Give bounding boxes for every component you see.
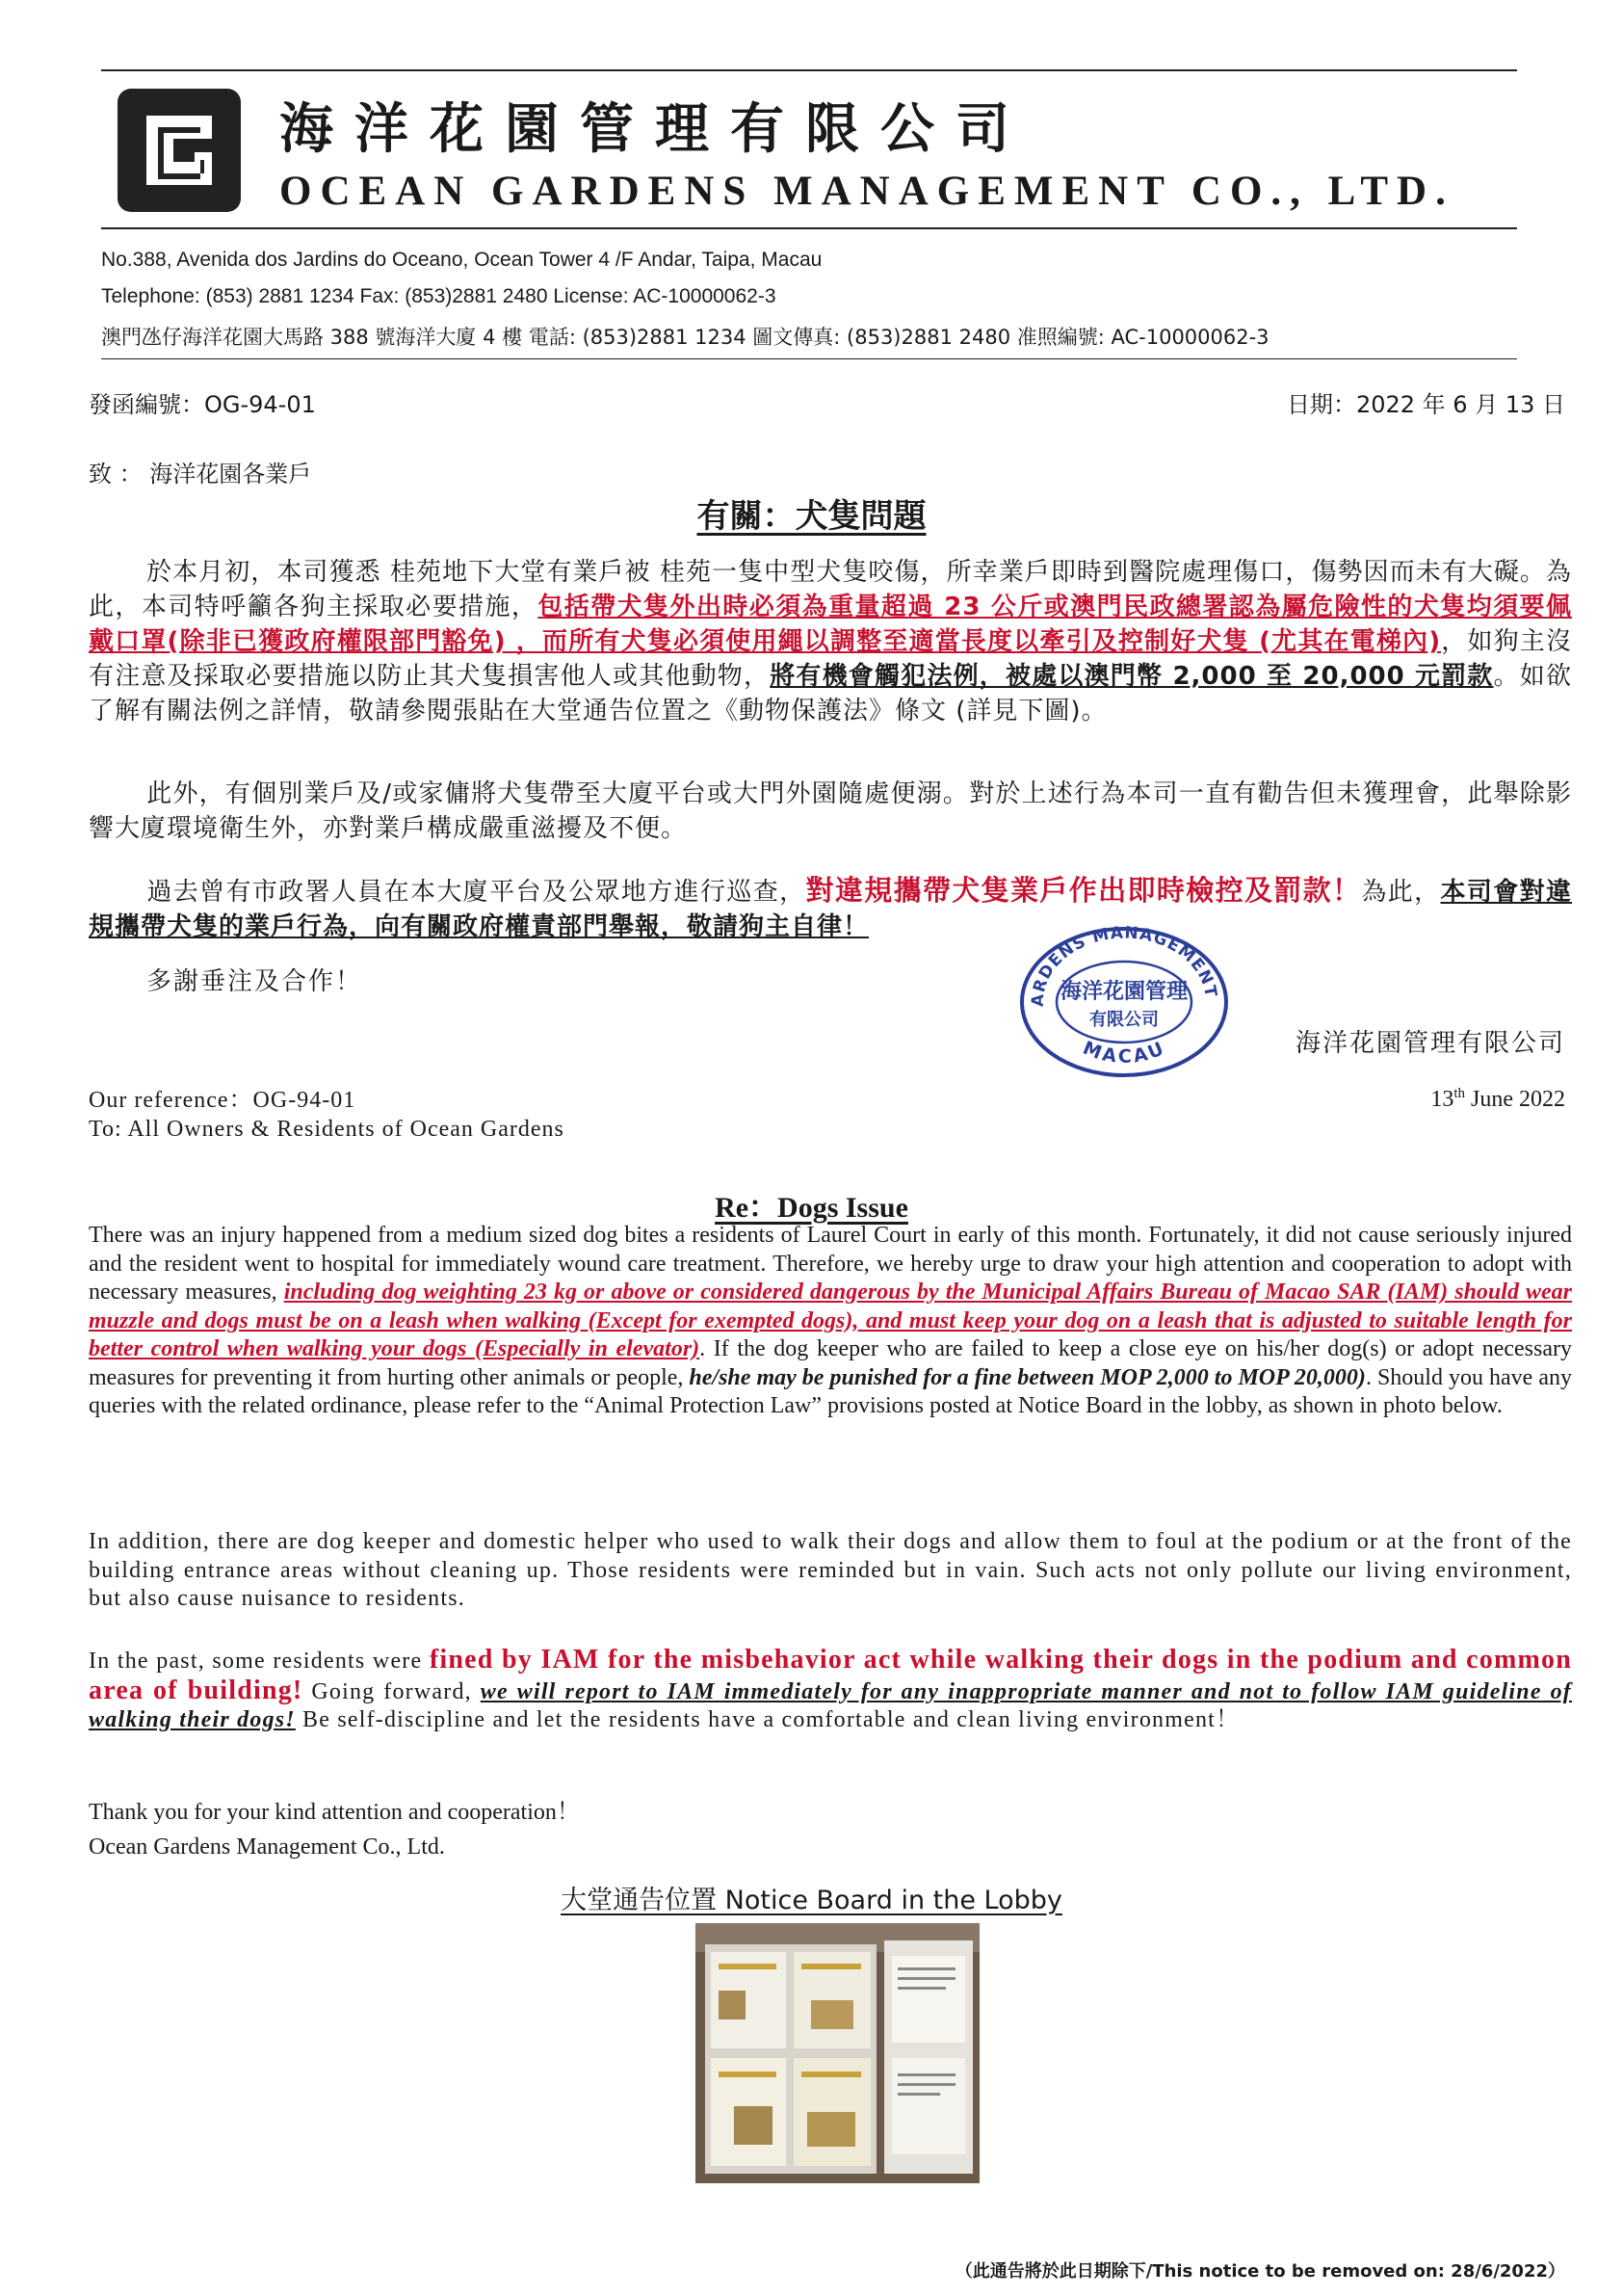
highlight-muzzle-rule-en: including dog weighting 23 kg or above or considered dangerous by the Municipal Affairs Bureau of Macao SAR (IAM) should wear muzzle and dogs must be on a leash when walking (Except for exempted dogs), and must keep your dog on a leash that is adjusted to suitable length for better control when walking your dogs (Especially in elevator) <box>89 1280 1573 1361</box>
paragraph-zh-2: 此外，有個別業戶及/或家傭將犬隻帶至大廈平台或大門外園隨處便溺。對於上述行為本司一直有勸告但未獲理會，此舉除影響大廈環境衛生外，亦對業戶構成嚴重滋擾及不便。 <box>89 779 1572 843</box>
paragraph-en-3: In the past, some residents were fined by IAM for the misbehavior act while walking their dogs in the podium and common area of building! Going forward, we will report to IAM immediately for any inappropriate manner and not to follow IAM guideline of walking their dogs! Be self-discipline and let the residents have a comfortable and clean living environment！ <box>89 1645 1572 1732</box>
address-en: No.388, Avenida dos Jardins do Oceano, Ocean Tower 4 /F Andar, Taipa, Macau <box>101 249 823 271</box>
highlight-fine-zh: 將有機會觸犯法例，被處以澳門幣 2,000 至 20,000 元罰款 <box>770 662 1494 691</box>
highlight-muzzle-rule-zh: 包括帶犬隻外出時必須為重量超過 23 公斤或澳門民政總署認為屬危險性的犬隻均須要佩戴口罩(除非已獲政府權限部門豁免) ，而所有犬隻必須使用繩以調整至適當長度以牽引及控制好犬隻 (尤其在電梯內) <box>89 593 1572 656</box>
top-rule <box>101 69 1517 71</box>
thanks-en: Thank you for your kind attention and cooperation！ <box>89 1800 580 1825</box>
seal-center-line-2: 有限公司 <box>1089 1010 1159 1030</box>
paragraph-zh-1: 於本月初，本司獲悉 桂苑地下大堂有業戶被 桂苑一隻中型犬隻咬傷，所幸業戶即時到醫院處理傷口，傷勢因而未有大礙。為此，本司特呼籲各狗主採取必要措施，包括帶犬隻外出時必須為重量超過 23 公斤或澳門民政總署認為屬危險性的犬隻均須要佩戴口罩(除非已獲政府權限部門豁免) ，而所有犬隻必須使用繩以調整至適當長度以牽引及控制好犬隻 (尤其在電梯內)，如狗主沒有注意及採取必要措施以防止其犬隻損害他人或其他動物，將有機會觸犯法例，被處以澳門幣 2,000 至 20,000 元罰款。如欲了解有關法例之詳情，敬請參閱張貼在大堂通告位置之《動物保護法》條文 (詳見下圖)。 <box>89 558 1572 726</box>
contact-en: Telephone: (853) 2881 1234 Fax: (853)2881 2480 License: AC-10000062-3 <box>101 285 776 307</box>
signature-zh: 海洋花園管理有限公司 <box>1295 1029 1565 1058</box>
paragraph-en-1: There was an injury happened from a medium sized dog bites a residents of Laurel Court in early of this month. Fortunately, it did not cause seriously injured and the resident went to hospital for immediately wound care treatment. Therefore, we hereby urge to draw your high attention and cooperation to adopt with necessary measures, including dog weighting 23 kg or above or considered dangerous by the Municipal Affairs Bureau of Macao SAR (IAM) should wear muzzle and dogs must be on a leash when walking (Except for exempted dogs), and must keep your dog on a leash that is adjusted to suitable length for better control when walking your dogs (Especially in elevator). If the dog keeper who are failed to keep a close eye on his/her dog(s) or adopt necessary measures for preventing it from hurting other animals or people, he/she may be punished for a fine between MOP 2,000 to MOP 20,000). Should you have any queries with the related ordinance, please refer to the “Animal Protection Law” provisions posted at Notice Board in the lobby, as shown in photo below. <box>89 1223 1573 1418</box>
company-name-zh: 海洋花園管理有限公司 <box>279 98 1031 161</box>
highlight-prosecution-zh: 對違規攜帶犬隻業戶作出即時檢控及罰款！ <box>805 874 1362 907</box>
recipient-en: To: All Owners & Residents of Ocean Gardens <box>89 1117 564 1142</box>
paragraph-en-2: In addition, there are dog keeper and domestic helper who used to walk their dogs and allow them to foul at the podium or at the front of the building entrance areas without cleaning up. Those residents were reminded but in vain. Such acts not only pollute our living environment, but also cause nuisance to residents. <box>89 1529 1572 1611</box>
highlight-fined-en: fined by IAM for the misbehavior act while walking their dogs in the podium and common area of building! <box>89 1645 1572 1705</box>
reference-en: Our reference：OG-94-01 <box>89 1088 356 1113</box>
reference-en-block <box>89 1086 564 1144</box>
header-rule <box>101 227 1517 229</box>
date-en: 13th June 2022 <box>1430 1086 1565 1112</box>
paragraph-zh-3: 過去曾有市政署人員在本大廈平台及公眾地方進行巡查，對違規攜帶犬隻業戶作出即時檢控及罰款！為此，本司會對違規攜帶犬隻的業戶行為，向有關政府權責部門舉報，敬請狗主自律！ <box>89 874 1572 941</box>
removal-notice: （此通告將於此日期除下/This notice to be removed on: 28/6/2022） <box>955 2261 1565 2282</box>
logo-mark-icon <box>118 89 241 212</box>
highlight-report-en: we will report to IAM immediately for any inappropriate manner and not to follow IAM guideline of walking their dogs! <box>89 1678 1572 1732</box>
photo-caption: 大堂通告位置 Notice Board in the Lobby <box>561 1886 1062 1915</box>
address-rule <box>101 358 1517 359</box>
seal-center-line-1: 海洋花園管理 <box>1060 980 1189 1004</box>
seal-bottom-text: MACAU <box>1080 1037 1169 1068</box>
company-seal <box>1016 925 1233 1079</box>
highlight-fine-en: he/she may be punished for a fine between MOP 2,000 to MOP 20,000) <box>689 1364 1366 1390</box>
signature-en: Ocean Gardens Management Co., Ltd. <box>89 1834 445 1860</box>
date-zh: 日期：2022 年 6 月 13 日 <box>1286 391 1565 418</box>
subject-title-zh: 有關：犬隻問題 <box>696 497 927 536</box>
seal-ring-text: ARDENS MANAGEMENT <box>1028 925 1220 1008</box>
recipient-zh: 致 ： 海洋花園各業戶 <box>89 461 312 488</box>
highlight-report-zh: 本司會對違規攜帶犬隻的業戶行為，向有關政府權責部門舉報，敬請狗主自律！ <box>89 878 1572 941</box>
contact-zh: 澳門氹仔海洋花園大馬路 388 號海洋大廈 4 樓 電話: (853)2881 1234 圖文傳真: (853)2881 2480 准照編號: AC-10000062-3 <box>101 326 1270 349</box>
reference-zh: 發函編號：OG-94-01 <box>89 391 316 418</box>
company-logo <box>118 89 241 212</box>
company-name-en: OCEAN GARDENS MANAGEMENT CO., LTD. <box>279 169 1454 214</box>
notice-board-photo <box>695 1923 980 2183</box>
subject-title-en: Re：Dogs Issue <box>715 1192 908 1224</box>
thanks-zh: 多謝垂注及合作！ <box>146 967 363 996</box>
